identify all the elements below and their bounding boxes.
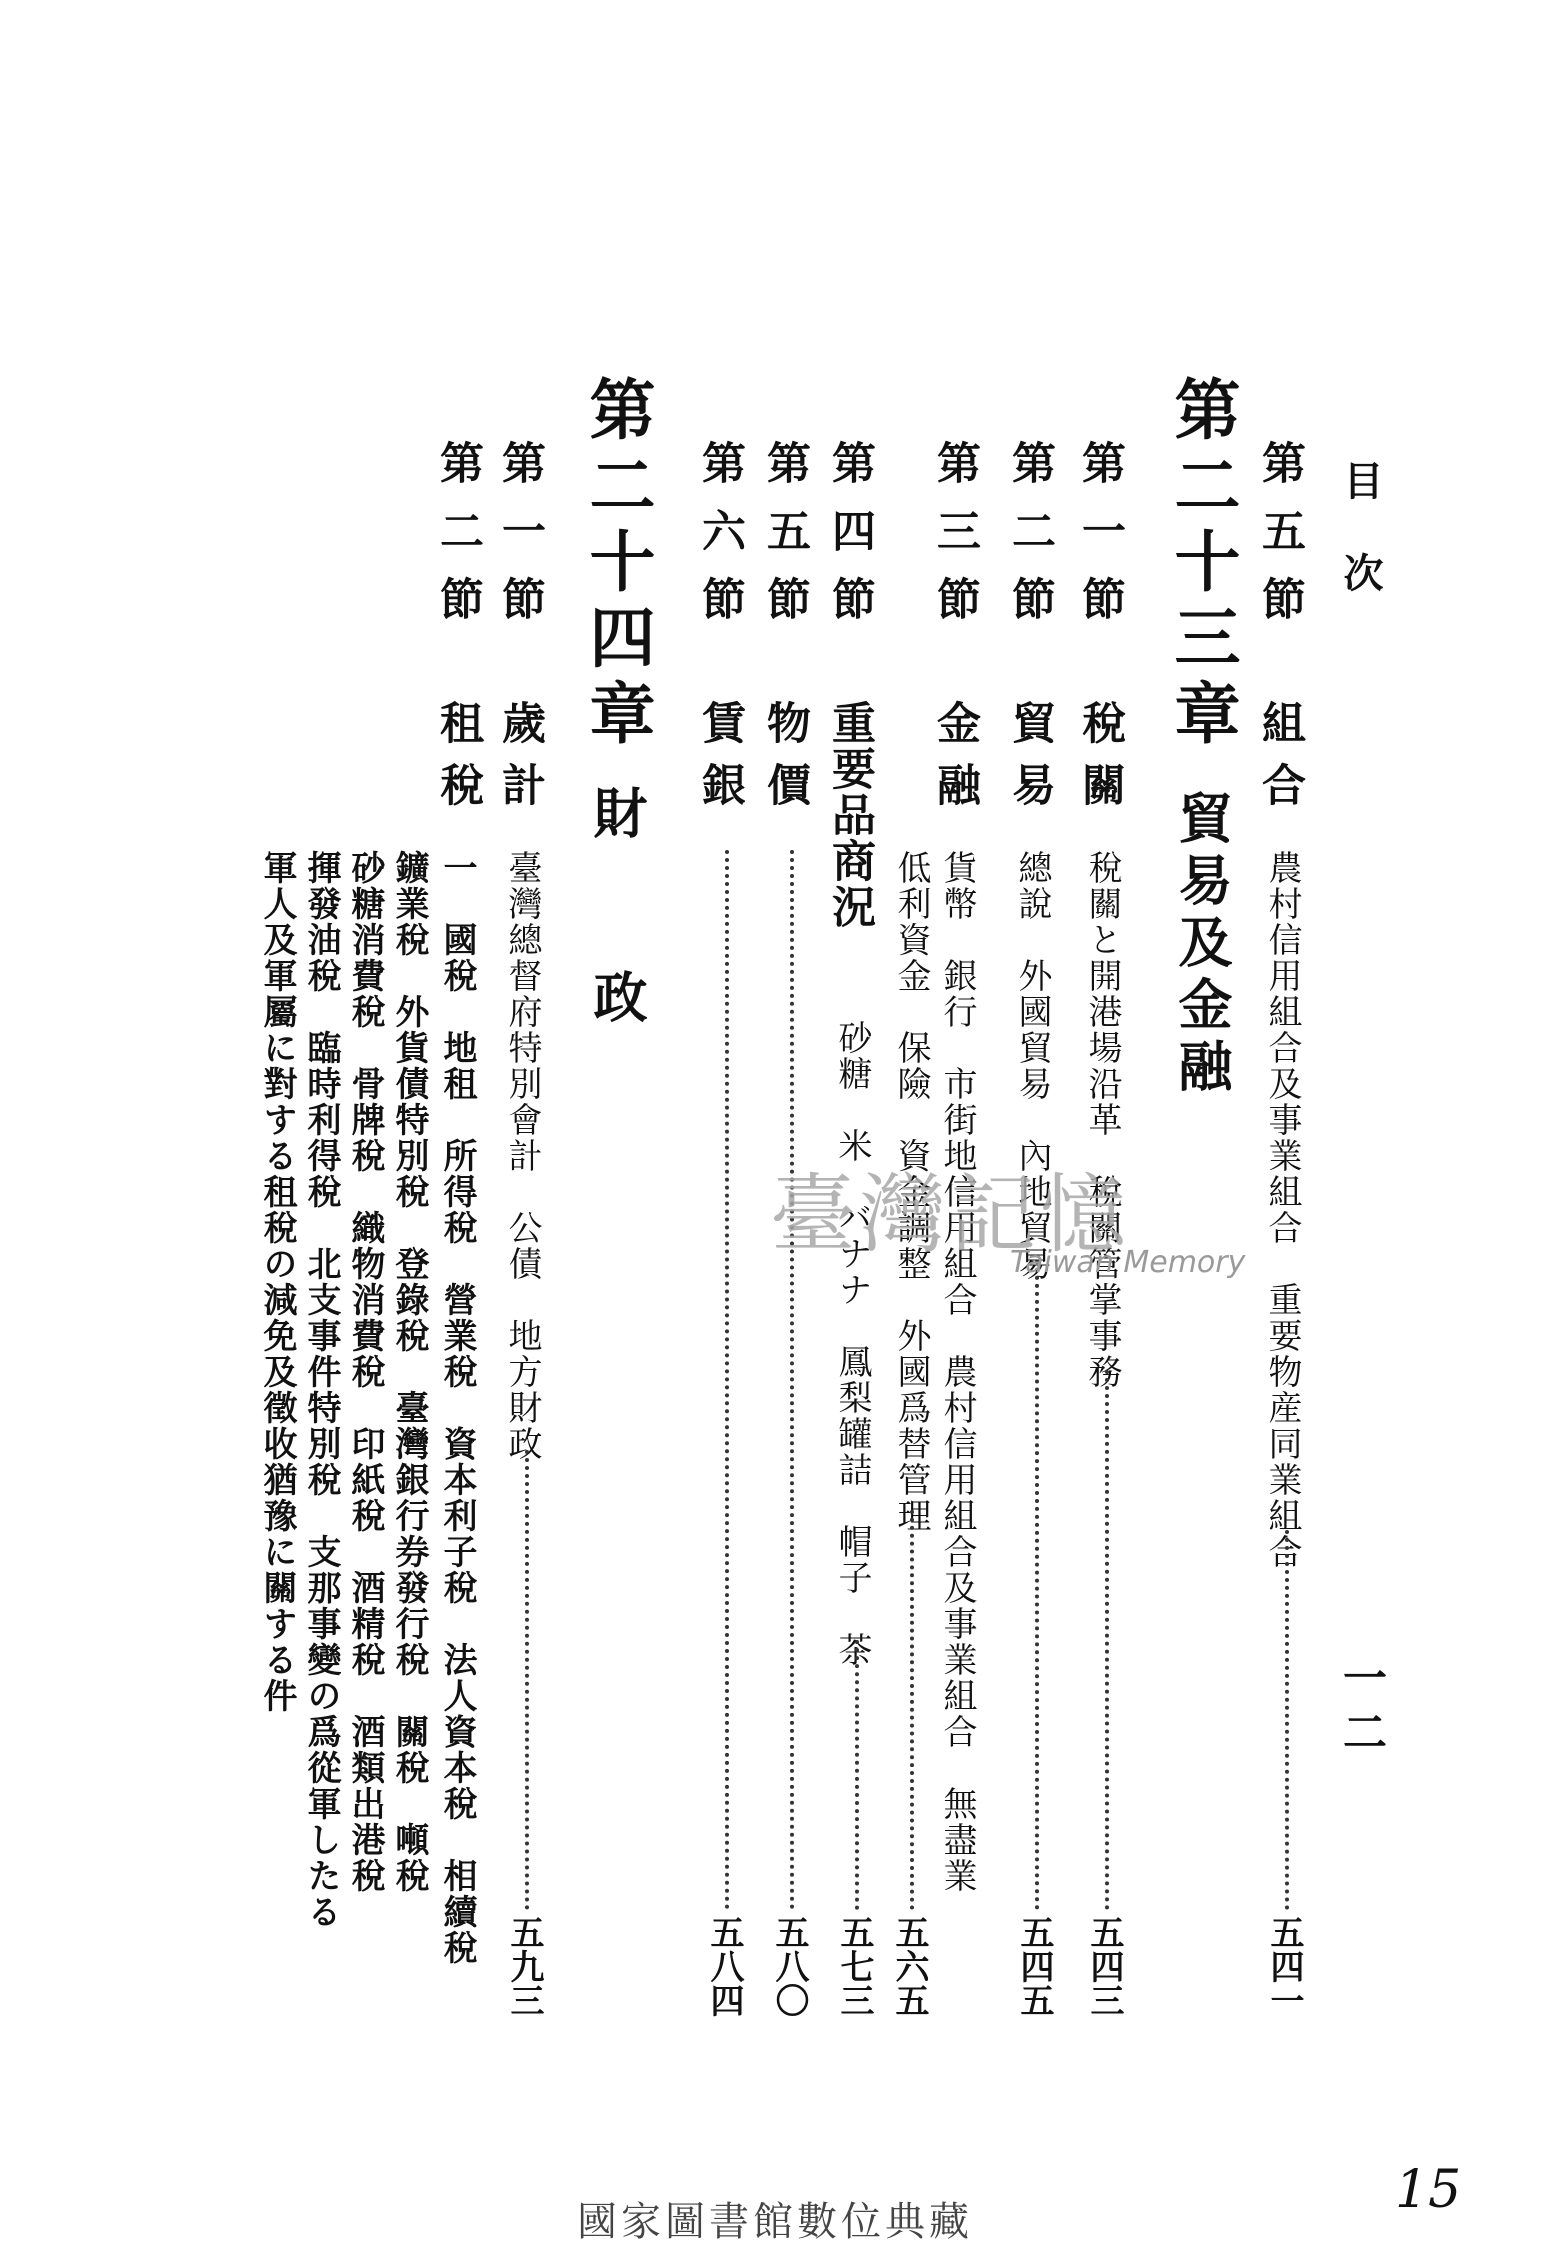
dot-leader <box>725 850 729 1910</box>
page-reference: 五四五 <box>1014 1915 1054 2017</box>
chapter-title: 貿易及金融 <box>1170 790 1234 1100</box>
section-title: 貿易 <box>1004 700 1055 824</box>
page-reference: 五四三 <box>1084 1915 1124 2017</box>
watermark-subtitle: Taiwan Memory <box>1010 1245 1246 1280</box>
section-title: 物價 <box>759 700 810 824</box>
handwritten-page-number: 15 <box>1395 2160 1462 2220</box>
chapter-heading <box>580 375 660 1275</box>
section-description: 總說 外國貿易 內地貿易 <box>1012 850 1052 1282</box>
toc-entry <box>494 440 555 2017</box>
chapter-label: 第二十三章 <box>1163 375 1241 755</box>
dot-leader <box>525 1450 529 1910</box>
section-label: 第五節 <box>759 440 810 644</box>
dot-leader <box>855 1640 859 1910</box>
toc-entry <box>1254 440 1315 2017</box>
section-title: 歲計 <box>494 700 545 824</box>
section-title: 稅關 <box>1074 700 1125 824</box>
page-reference: 五四一 <box>1264 1915 1304 2017</box>
section-description-continued: 揮發油稅 臨時利得稅 北支事件特別稅 支那事變の爲從軍したる <box>301 850 341 1930</box>
section-label: 第二節 <box>432 440 483 644</box>
dot-leader <box>1105 1370 1109 1910</box>
page-reference: 五九三 <box>504 1915 544 2017</box>
section-title: 租稅 <box>432 700 483 824</box>
page-reference: 五八〇 <box>769 1915 809 2017</box>
section-label: 第一節 <box>1074 440 1125 644</box>
section-label: 第六節 <box>694 440 745 644</box>
section-description: 臺灣總督府特別會計 公債 地方財政 <box>502 850 542 1462</box>
section-label: 第三節 <box>929 440 980 644</box>
toc-entry <box>694 440 755 2017</box>
watermark-logo: 臺灣記憶 <box>770 1165 1130 1265</box>
section-description: 稅關と開港場沿革 稅關管掌事務 <box>1082 850 1122 1390</box>
section-description-continued: 軍人及軍屬に對する租稅の減免及徵收猶豫に關する件 <box>257 850 297 1714</box>
toc-entry <box>257 440 483 1966</box>
section-title: 重要品商況 <box>824 700 875 930</box>
library-footer: 國家圖書館數位典藏 <box>577 2199 973 2245</box>
section-label: 第四節 <box>824 440 875 644</box>
section-title: 金融 <box>929 700 980 824</box>
chapter-heading <box>1165 375 1245 1275</box>
section-label: 第一節 <box>494 440 545 644</box>
section-label: 第二節 <box>1004 440 1055 644</box>
section-description: 砂糖 米 バナナ 鳳梨罐詰 帽子 茶 <box>832 1020 872 1668</box>
toc-header-label: 目次 <box>1337 460 1384 644</box>
dot-leader <box>790 850 794 1910</box>
section-description-continued: 砂糖消費稅 骨牌稅 織物消費稅 印紙稅 酒精稅 酒類出港稅 <box>345 850 385 1894</box>
section-description: 農村信用組合及事業組合 重要物産同業組合 <box>1262 850 1302 1570</box>
dot-leader <box>910 1510 914 1910</box>
section-title: 賃銀 <box>694 700 745 824</box>
dot-leader <box>1285 1530 1289 1910</box>
section-label: 第五節 <box>1254 440 1305 644</box>
page-reference: 五六五 <box>889 1915 929 2017</box>
section-description: 一 國稅 地租 所得稅 營業稅 資本利子稅 法人資本稅 相續稅 <box>437 850 477 1966</box>
chapter-title: 財政 <box>585 785 649 1153</box>
section-description-continued: 鑛業稅 外貨債特別稅 登錄稅 臺灣銀行券發行稅 關稅 噸稅 <box>389 850 429 1894</box>
section-description-continued: 低利資金 保險 資金調整 外國爲替管理 <box>891 850 931 1534</box>
page-reference: 五八四 <box>704 1915 744 2017</box>
page-reference: 五七三 <box>834 1915 874 2017</box>
section-description: 貨幣 銀行 市街地信用組合 農村信用組合及事業組合 無盡業 <box>937 850 977 1894</box>
chapter-label: 第二十四章 <box>578 375 656 755</box>
header-page-number: 一二 <box>1335 1655 1386 1763</box>
dot-leader <box>1035 1260 1039 1910</box>
section-title: 組合 <box>1254 700 1305 824</box>
